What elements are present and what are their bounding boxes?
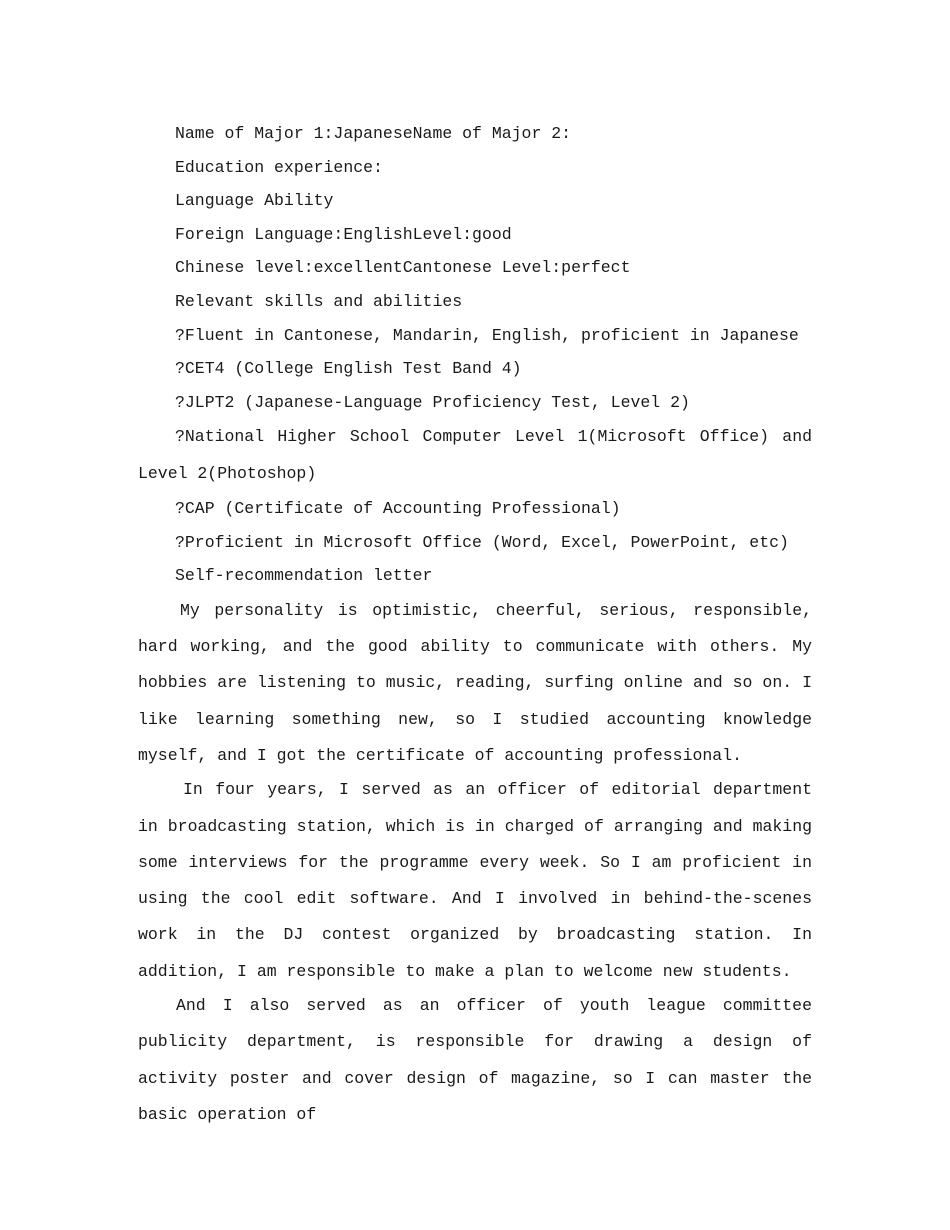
skill-item-cet4: ?CET4 (College English Test Band 4) bbox=[175, 359, 522, 379]
self-recommendation-heading: Self-recommendation letter bbox=[175, 566, 433, 586]
document-body bbox=[138, 117, 812, 1131]
major-line: Name of Major 1:JapaneseName of Major 2: bbox=[175, 124, 572, 143]
skills-heading: Relevant skills and abilities bbox=[175, 291, 463, 311]
foreign-language-line: Foreign Language:EnglishLevel:good bbox=[175, 224, 512, 244]
skill-item-computer-level: ?National Higher School Computer Level 1(Microsoft Office) and Level 2(Photoshop) bbox=[138, 427, 812, 483]
paragraph-broadcasting: In four years, I served as an officer of editorial department in broadcasting station, which is in charged of arranging and making some interviews for the programme every week. So I am proficient in using the cool edit software. And I involved in behind-the-scenes work in the DJ contest organized by broadcasting station. In addition, I am responsible to make a plan to welcome new students. bbox=[138, 780, 812, 981]
education-experience-heading: Education experience: bbox=[175, 157, 383, 177]
skill-item-languages: ?Fluent in Cantonese, Mandarin, English, proficient in Japanese bbox=[175, 325, 799, 345]
language-ability-heading: Language Ability bbox=[175, 191, 334, 211]
skill-item-jlpt2: ?JLPT2 (Japanese-Language Proficiency Test, Level 2) bbox=[175, 392, 690, 412]
paragraph-youth-league: And I also served as an officer of youth league committee publicity department, is responsible for drawing a design of activity poster and cover design of magazine, so I can master the basic operation of bbox=[138, 995, 812, 1124]
skill-item-cap: ?CAP (Certificate of Accounting Professional) bbox=[175, 498, 621, 518]
chinese-level-line: Chinese level:excellentCantonese Level:perfect bbox=[175, 258, 631, 278]
skill-item-microsoft-office: ?Proficient in Microsoft Office (Word, Excel, PowerPoint, etc) bbox=[175, 532, 789, 552]
paragraph-personality: My personality is optimistic, cheerful, serious, responsible, hard working, and the good ability to communicate with others. My hobbies are listening to music, reading, surfing online and so on. I like learning something new, so I studied accounting knowledge myself, and I got the certificate of accounting professional. bbox=[138, 600, 812, 765]
